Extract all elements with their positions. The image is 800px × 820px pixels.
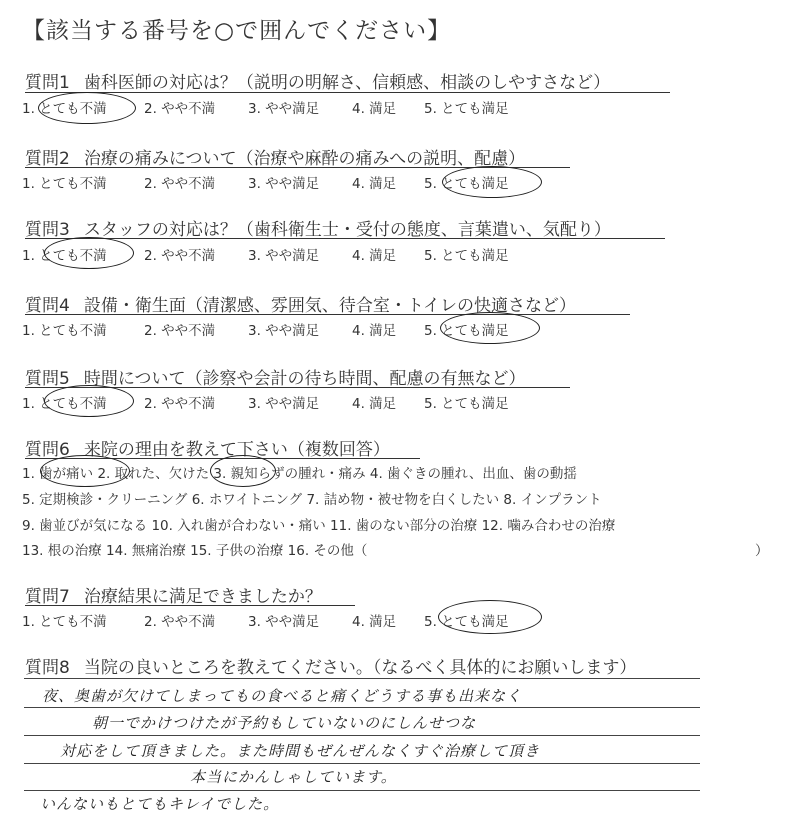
option-2[interactable]: 2. やや不満: [144, 323, 216, 339]
option-1[interactable]: 1. とても不満: [22, 101, 107, 117]
option-2[interactable]: 2. やや不満: [144, 396, 216, 412]
answer-line: [24, 735, 700, 736]
question-3-underline: [25, 238, 665, 239]
option-4[interactable]: 4. 満足: [352, 176, 397, 192]
close-paren: ）: [755, 543, 769, 559]
option-3[interactable]: 3. やや満足: [248, 323, 320, 339]
answer-circle: [40, 455, 130, 487]
answer-line: [24, 790, 700, 791]
question-text: 設備・衛生面（清潔感、雰囲気、待合室・トイレの快適さなど）: [83, 296, 576, 316]
answer-circle: [440, 312, 540, 344]
option-4[interactable]: 4. 満足: [352, 248, 397, 264]
option-5[interactable]: 5. とても満足: [424, 101, 509, 117]
question-text: 治療結果に満足できましたか？: [83, 587, 322, 607]
option-4[interactable]: 4. 満足: [352, 396, 397, 412]
question-number: 質問3: [25, 220, 70, 240]
handwritten-line-4: 本当にかんしゃしています。: [190, 768, 397, 786]
option-3[interactable]: 3. やや満足: [248, 614, 320, 630]
answer-circle: [44, 237, 134, 269]
option-1[interactable]: 1. とても不満: [22, 614, 107, 630]
option-2[interactable]: 2. やや不満: [144, 176, 216, 192]
option-3[interactable]: 3. やや満足: [248, 176, 320, 192]
option-3[interactable]: 3. やや満足: [248, 248, 320, 264]
question-6-options-row[interactable]: 5. 定期検診・クリーニング 6. ホワイトニング 7. 詰め物・被せ物を白くしたい 8. インプラント: [22, 492, 602, 508]
question-text: スタッフの対応は？（歯科衛生士・受付の態度、言葉遣い、気配り）: [83, 220, 611, 240]
option-4[interactable]: 4. 満足: [352, 614, 397, 630]
option-2[interactable]: 2. やや不満: [144, 101, 216, 117]
option-1[interactable]: 1. とても不満: [22, 396, 107, 412]
handwritten-line-3: 対応をして頂きました。また時間もぜんぜんなくすぐ治療して頂き: [60, 742, 541, 760]
answer-circle: [210, 455, 276, 487]
question-number: 質問5: [25, 369, 70, 389]
question-text: 来院の理由を教えて下さい（複数回答）: [83, 440, 390, 460]
question-1-underline: [25, 92, 670, 93]
answer-line: [24, 763, 700, 764]
question-6-options-row[interactable]: 9. 歯並びが気になる 10. 入れ歯が合わない・痛い 11. 歯のない部分の治療 12. 噛み合わせの治療: [22, 518, 616, 534]
handwritten-line-5: いんないもとてもキレイでした。: [40, 795, 280, 813]
question-2-title: [25, 144, 525, 169]
answer-circle: [442, 166, 542, 198]
option-5[interactable]: 5. とても満足: [424, 176, 509, 192]
handwritten-line-2: 朝一でかけつけたが予約もしていないのにしんせつな: [92, 714, 477, 732]
question-text: 歯科医師の対応は？（説明の明解さ、信頼感、相談のしやすさなど）: [83, 73, 611, 93]
option-2[interactable]: 2. やや不満: [144, 248, 216, 264]
option-3[interactable]: 3. やや満足: [248, 396, 320, 412]
question-4-underline: [25, 314, 630, 315]
option-4[interactable]: 4. 満足: [352, 101, 397, 117]
question-number: 質問8: [25, 658, 70, 678]
option-5[interactable]: 5. とても満足: [424, 248, 509, 264]
handwritten-line-1: 夜、奥歯が欠けてしまってもの食べると痛くどうする事も出来なく: [42, 687, 523, 705]
answer-circle: [44, 385, 134, 417]
option-1[interactable]: 1. とても不満: [22, 248, 107, 264]
option-5[interactable]: 5. とても満足: [424, 323, 509, 339]
question-7-underline: [25, 605, 355, 606]
option-5[interactable]: 5. とても満足: [424, 396, 509, 412]
answer-circle: [438, 600, 542, 634]
question-3-title: [25, 215, 611, 240]
question-number: 質問2: [25, 149, 70, 169]
answer-line: [24, 678, 700, 679]
question-7-title: [25, 582, 322, 607]
question-text: 時間について（診察や会計の待ち時間、配慮の有無など）: [83, 369, 526, 389]
option-1[interactable]: 1. とても不満: [22, 323, 107, 339]
option-1[interactable]: 1. とても不満: [22, 176, 107, 192]
question-8-title: [25, 653, 636, 678]
question-text: 当院の良いところを教えてください。（なるべく具体的にお願いします）: [83, 658, 637, 678]
question-text: 治療の痛みについて（治療や麻酔の痛みへの説明、配慮）: [83, 149, 526, 169]
question-6-options-row[interactable]: 1. 歯が痛い 2. 取れた、欠けた 3. 親知らずの腫れ・痛み 4. 歯ぐきの腫れ、出血、歯の動揺: [22, 466, 577, 482]
option-4[interactable]: 4. 満足: [352, 323, 397, 339]
answer-circle: [38, 92, 136, 124]
answer-line: [24, 707, 700, 708]
question-number: 質問6: [25, 440, 70, 460]
question-6-options-row[interactable]: 13. 根の治療 14. 無痛治療 15. 子供の治療 16. その他（: [22, 543, 368, 559]
option-5[interactable]: 5. とても満足: [424, 614, 509, 630]
option-3[interactable]: 3. やや満足: [248, 101, 320, 117]
question-number: 質問7: [25, 587, 70, 607]
question-1-title: [25, 68, 610, 93]
form-header: 【該当する番号を○で囲んでください】: [22, 18, 452, 44]
option-2[interactable]: 2. やや不満: [144, 614, 216, 630]
question-number: 質問4: [25, 296, 70, 316]
question-number: 質問1: [25, 73, 70, 93]
